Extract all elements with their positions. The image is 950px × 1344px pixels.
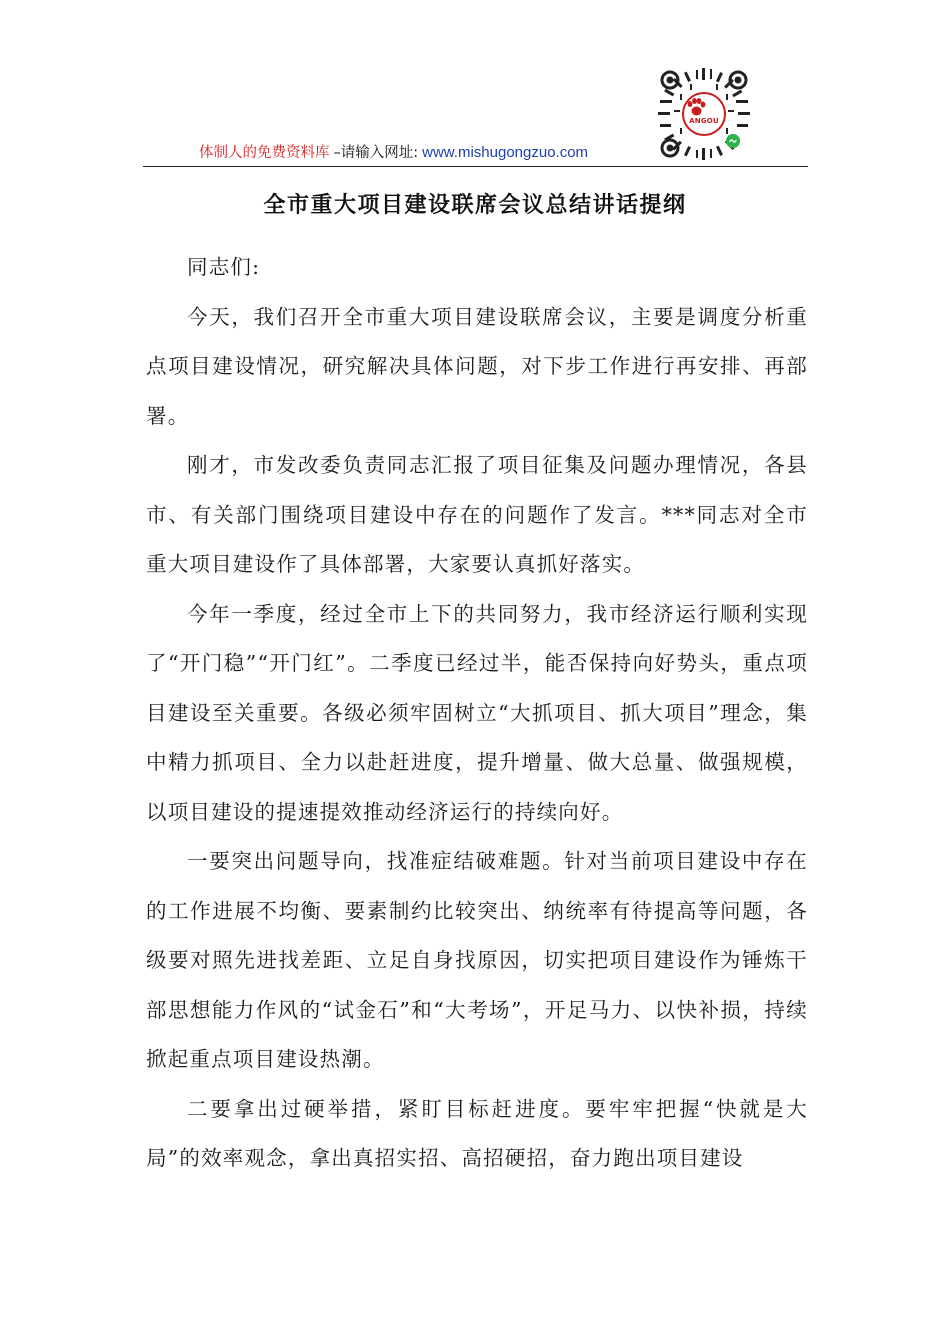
brand-label: 体制人的免费资料库	[199, 145, 330, 161]
paragraph: 刚才，市发改委负责同志汇报了项目征集及问题办理情况，各县市、有关部门围绕项目建设中存在的问题作了发言。***同志对全市重大项目建设作了具体部署，大家要认真抓好落实。	[146, 453, 808, 576]
paragraph: 二要拿出过硬举措，紧盯目标赶进度。要牢牢把握“快就是大局”的效率观念，拿出真招实招、高招硬招，奋力跑出项目建设	[146, 1096, 808, 1170]
paw-icon	[684, 97, 708, 117]
document-body	[146, 243, 808, 1184]
header-divider	[143, 166, 808, 167]
header-banner	[199, 143, 588, 163]
paragraph: 一要突出问题导向，找准症结破难题。针对当前项目建设中存在的工作进展不均衡、要素制约比较突出、纳统率有待提高等问题，各级要对照先进找差距、立足自身找原因，切实把项目建设作为锤炼干部思想能力作风的“试金石”和“大考场”，开足马力、以快补损，持续掀起重点项目建设热潮。	[146, 849, 808, 1071]
qr-center-logo	[682, 92, 726, 136]
page-title: 全市重大项目建设联席会议总结讲话提纲	[263, 193, 687, 218]
paragraph: 今天，我们召开全市重大项目建设联席会议，主要是调度分析重点项目建设情况，研究解决具体问题，对下步工作进行再安排、再部署。	[146, 304, 808, 428]
qr-logo-text: ANGOU	[689, 117, 719, 125]
website-link[interactable]: www.mishugongzuo.com	[422, 144, 589, 161]
url-hint: –请输入网址:	[333, 145, 419, 161]
greeting: 同志们:	[187, 255, 261, 279]
mini-program-icon	[726, 134, 740, 148]
paragraph: 今年一季度，经过全市上下的共同努力，我市经济运行顺利实现了“开门稳”“开门红”。二季度已经过半，能否保持向好势头，重点项目建设至关重要。各级必须牢固树立“大抓项目、抓大项目”理念，集中精力抓项目、全力以赴赶进度，提升增量、做大总量、做强规模，以项目建设的提速提效推动经济运行的持续向好。	[146, 601, 808, 824]
